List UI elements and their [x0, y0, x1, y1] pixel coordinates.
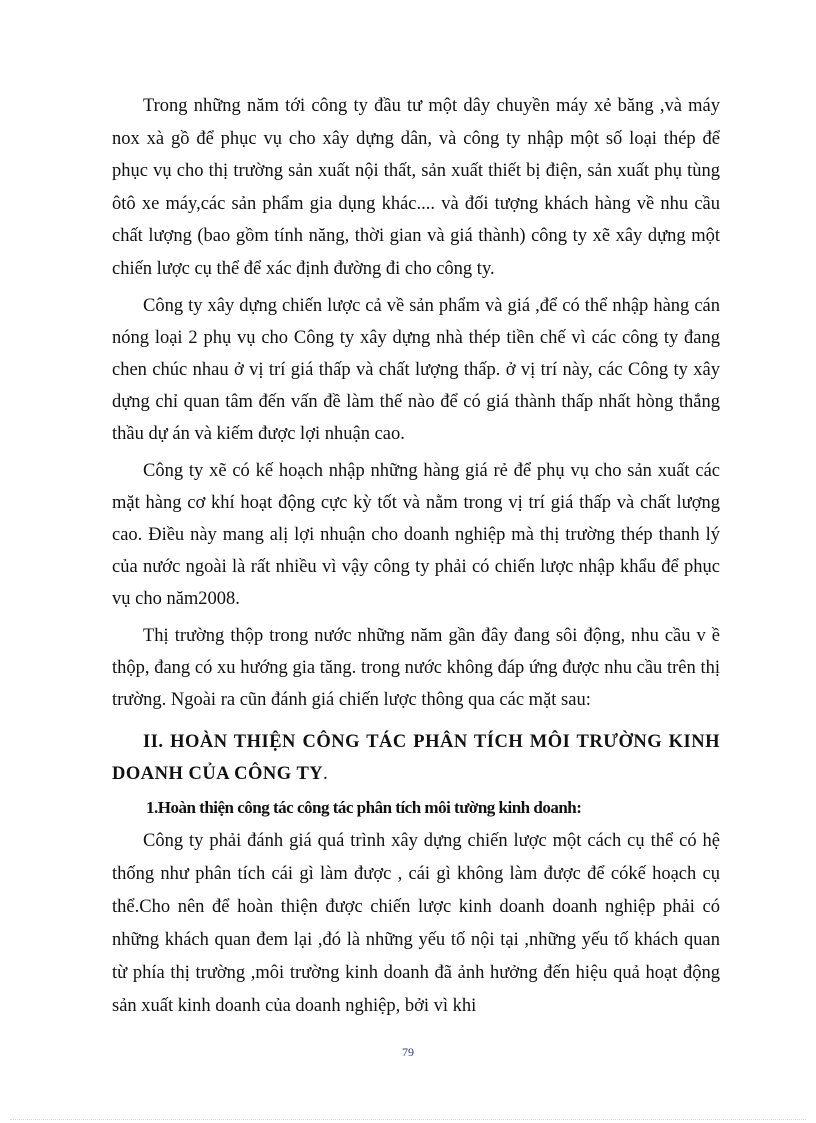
paragraph-product-price-strategy: Công ty xây dựng chiến lược cả về sản phẩm và giá ,để có thể nhập hàng cán nóng loại 2 phụ vụ cho Công ty xây dựng nhà thép tiền chế vì các công ty đang chen chúc nhau ở vị trí giá thấp và chất lượng thấp. ở vị trí này, các Công ty xây dựng chỉ quan tâm đến vấn đề làm thế nào để có giá thành thấp nhất hòng thắng thầu dự án và kiếm được lợi nhuận cao.	[112, 296, 720, 444]
section-heading-tail: .	[323, 764, 329, 784]
paragraph-import-plan: Công ty xẽ có kế hoạch nhập những hàng giá rẻ để phụ vụ cho sản xuất các mặt hàng cơ khí hoạt động cực kỳ tốt và nằm trong vị trí giá thấp và chất lượng cao. Điều này mang alị lợi nhuận cho doanh nghiệp mà thị trường thép thanh lý của nước ngoài là rất nhiều vì vậy công ty phải có chiến lược nhập khẩu để phục vụ cho năm2008.	[112, 461, 720, 609]
page-number: 79	[402, 1045, 414, 1059]
paragraph-domestic-market: Thị trường thộp trong nước những năm gần đây đang sôi động, nhu cầu v ề thộp, đang có xu hướng gia tăng. trong nước không đáp ứng được nhu cầu trên thị trường. Ngoài ra cũn đánh giá chiến lược thông qua các mặt sau:	[112, 626, 720, 710]
subsection-heading: 1.Hoàn thiện công tác công tác phân tích môi tường kinh doanh:	[146, 798, 582, 817]
section-heading-text: II. HOÀN THIỆN CÔNG TÁC PHÂN TÍCH MÔI TRƯỜNG KINH DOANH CỦA CÔNG TY	[112, 732, 720, 784]
page-bottom-edge	[10, 1119, 806, 1120]
section-heading	[112, 726, 720, 790]
paragraph-evaluation: Công ty phải đánh giá quá trình xây dựng chiến lược một cách cụ thể có hệ thống như phân tích cái gì làm được , cái gì không làm được để cókế hoạch cụ thể.Cho nên để hoàn thiện được chiến lược kinh doanh doanh nghiệp phải có những khách quan đem lại ,đó là những yếu tố nội tại ,những yếu tố khách quan từ phía thị trường ,môi trường kinh doanh đã ảnh hưởng đến hiệu quả hoạt động sản xuất kinh doanh của doanh nghiệp, bởi vì khi	[112, 831, 720, 1016]
page-body	[112, 90, 720, 1023]
paragraph-investment-plan: Trong những năm tới công ty đầu tư một dây chuyền máy xẻ băng ,và máy nox xà gồ để phục vụ cho xây dựng dân, và công ty nhập một số loại thép để phục vụ cho thị trường sản xuất nội thất, sản xuất thiết bị điện, sản xuất phụ tùng ôtô xe máy,các sản phẩm gia dụng khác.... và đối tượng khách hàng về nhu cầu chất lượng (bao gồm tính năng, thời gian và giá thành) công ty xẽ xây dựng một chiến lược cụ thể để xác định đường đi cho công ty.	[112, 96, 720, 279]
